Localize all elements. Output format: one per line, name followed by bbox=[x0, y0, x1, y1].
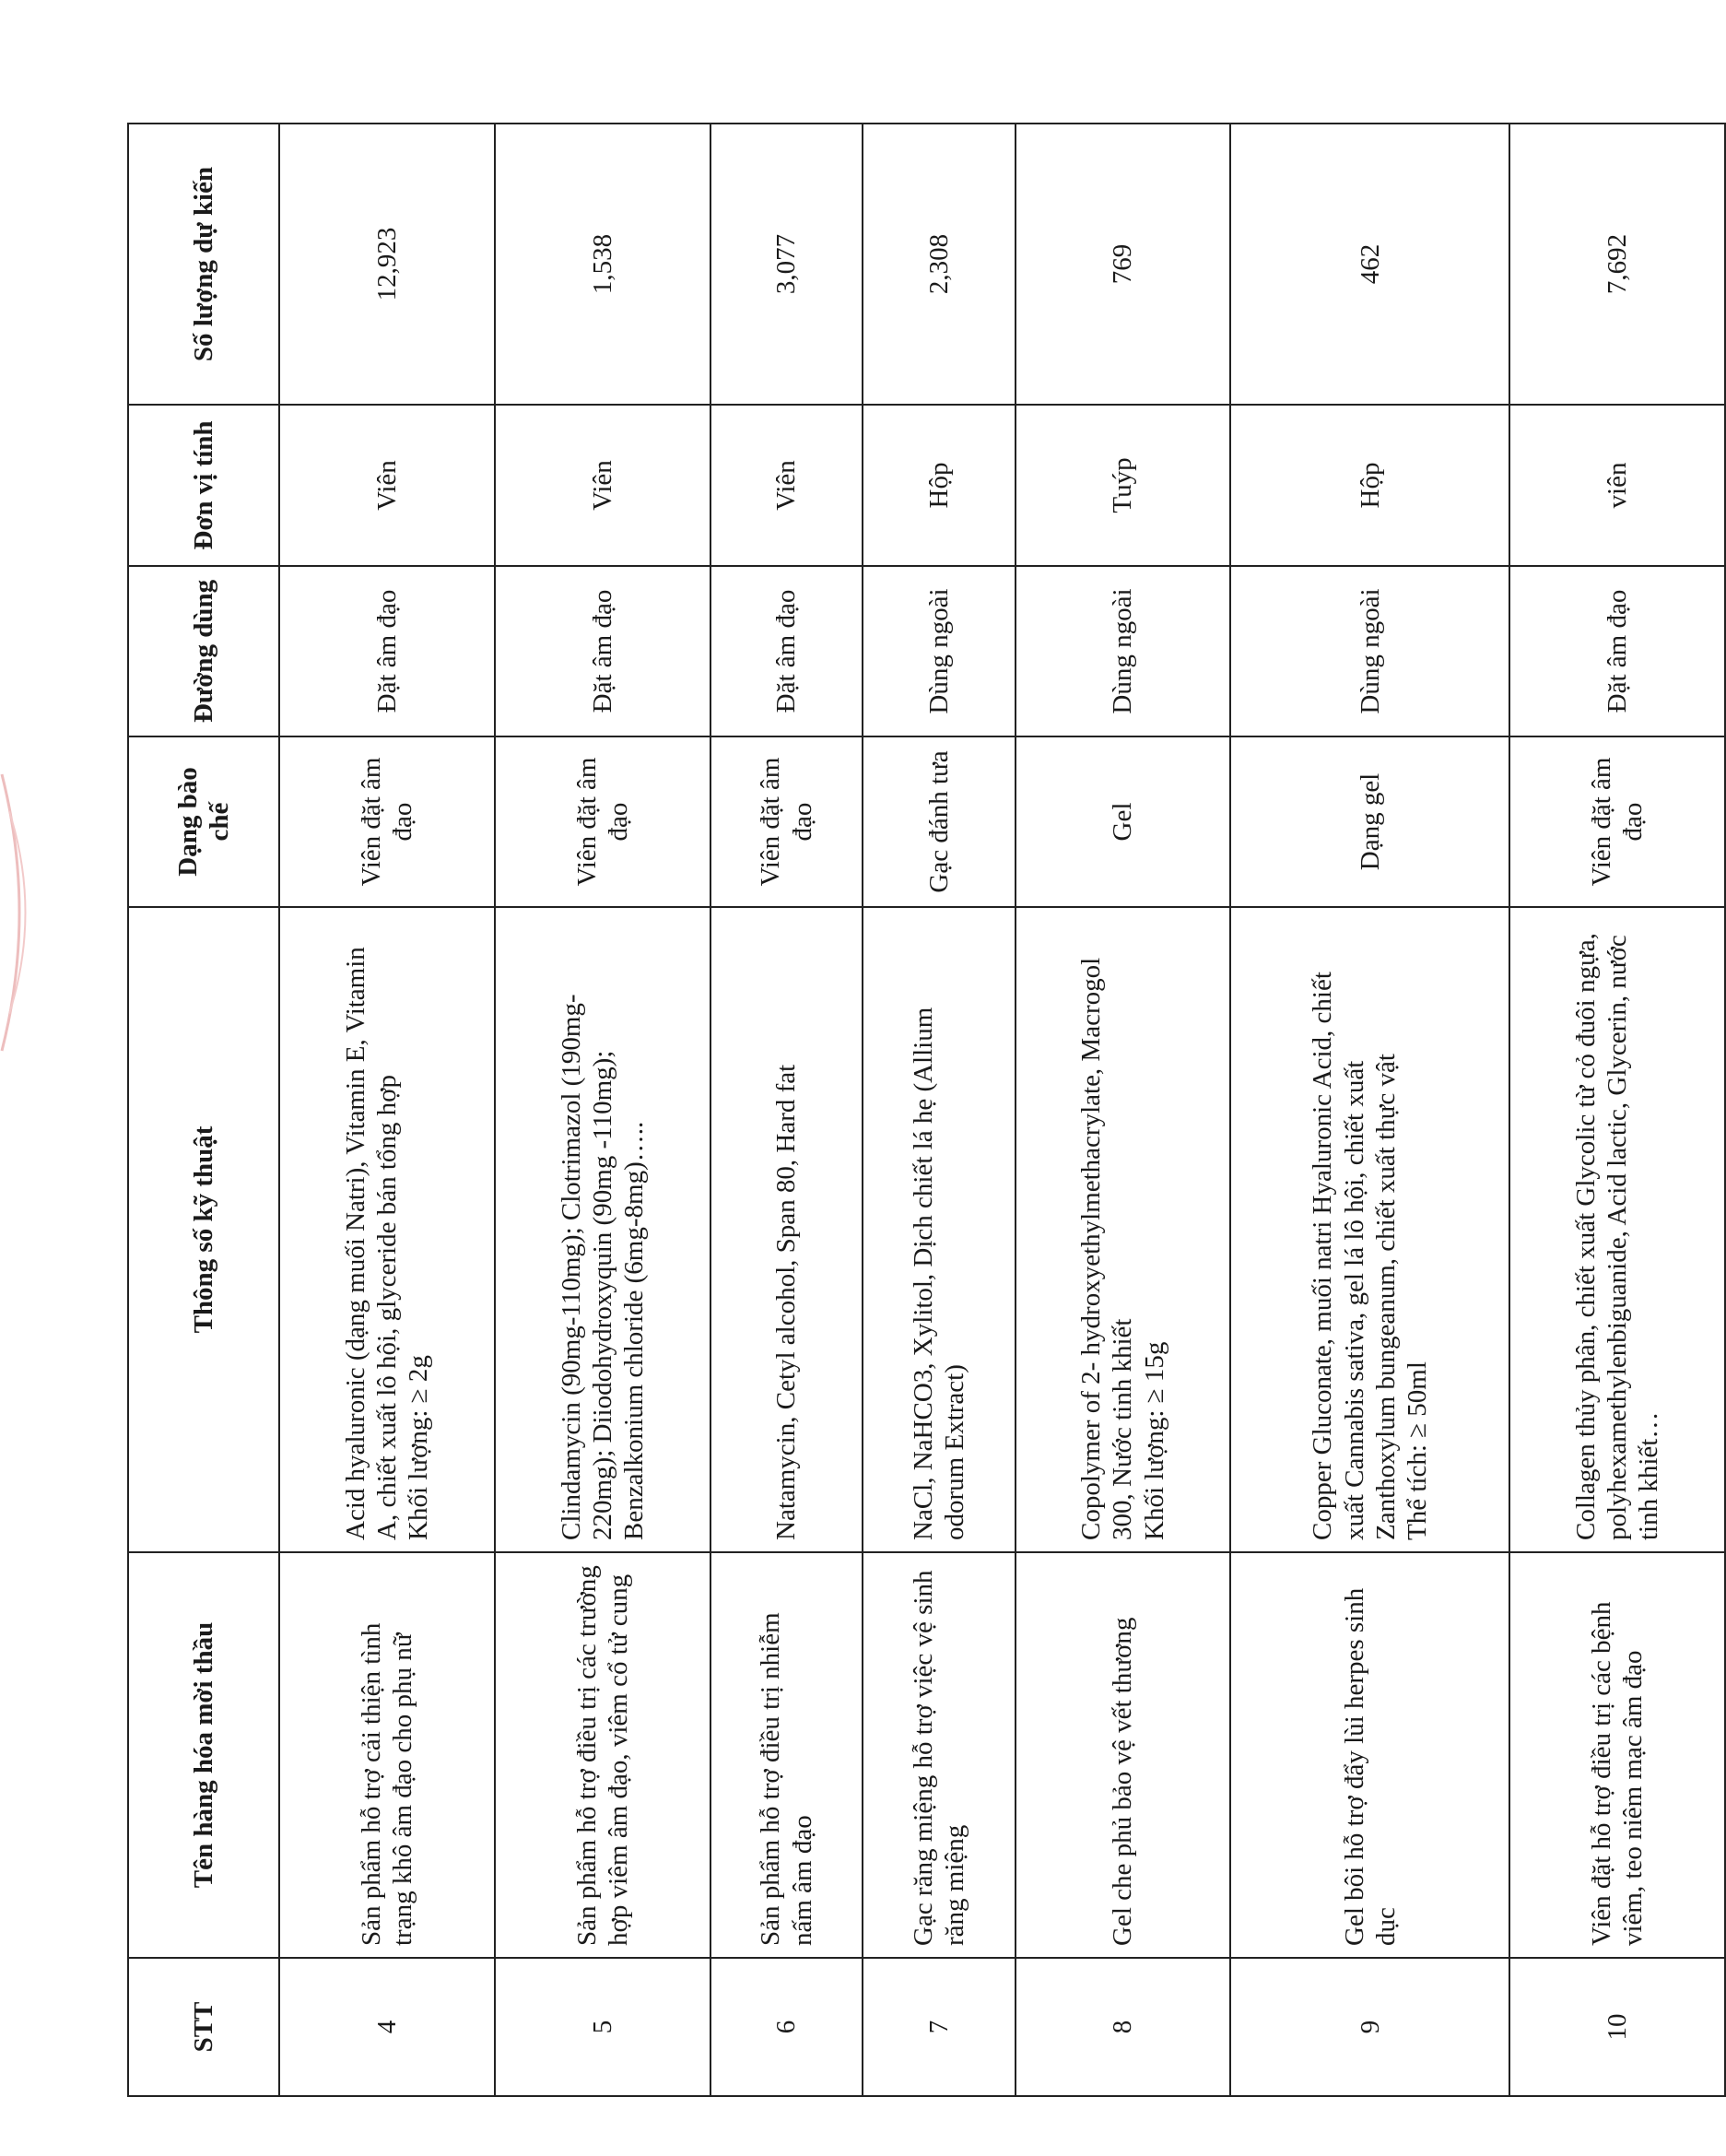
header-spec: Thông số kỹ thuật bbox=[128, 907, 279, 1552]
cell-unit: viên bbox=[1509, 405, 1725, 566]
cell-spec-text: Clindamycin (90mg-110mg); Clotrimazol (190mg-220mg); Diiodohydroxyquin (90mg -110mg); Benzalkonium chloride (6mg-8mg)….. bbox=[556, 994, 650, 1540]
cell-item-name: Sản phẩm hỗ trợ điều trị các trường hợp viêm âm đạo, viêm cổ tử cung bbox=[495, 1552, 710, 1958]
cell-item-name: Gạc răng miệng hỗ trợ việc vệ sinh răng miệng bbox=[863, 1552, 1015, 1958]
table-row bbox=[279, 124, 495, 2096]
cell-quantity: 12,923 bbox=[279, 124, 495, 405]
cell-quantity: 7,692 bbox=[1509, 124, 1725, 405]
cell-spec-text: Copper Gluconate, muối natri Hyaluronic Acid, chiết xuất Cannabis sativa, gel lá lô hội, chiết xuất Zanthoxylum bungeanum, chiết xuất thực vật bbox=[1308, 972, 1401, 1540]
cell-dosage-form: Viên đặt âm đạo bbox=[710, 736, 863, 907]
cell-route: Dùng ngoài bbox=[863, 566, 1015, 736]
cell-stt: 7 bbox=[863, 1958, 1015, 2096]
cell-quantity: 462 bbox=[1230, 124, 1509, 405]
cell-stt: 8 bbox=[1016, 1958, 1231, 2096]
cell-route: Dùng ngoài bbox=[1230, 566, 1509, 736]
cell-spec-text: Collagen thủy phân, chiết xuất Glycolic từ cỏ đuôi ngựa, polyhexamethylenbiguanide, Acid lactic, Glycerin, nước tinh khiết… bbox=[1570, 933, 1664, 1540]
table-row bbox=[863, 124, 1015, 2096]
cell-spec-extra: Khối lượng: ≥ 2g bbox=[404, 1355, 434, 1540]
cell-spec bbox=[1016, 907, 1231, 1552]
table-header-row bbox=[128, 124, 279, 2096]
cell-stt: 10 bbox=[1509, 1958, 1725, 2096]
cell-spec-extra: Thể tích: ≥ 50ml bbox=[1402, 1361, 1432, 1540]
table-row bbox=[710, 124, 863, 2096]
cell-item-name: Gel che phủ bảo vệ vết thương bbox=[1016, 1552, 1231, 1958]
cell-spec bbox=[1230, 907, 1509, 1552]
cell-dosage-form: Viên đặt âm đạo bbox=[1509, 736, 1725, 907]
table-row bbox=[1230, 124, 1509, 2096]
cell-quantity: 2,308 bbox=[863, 124, 1015, 405]
cell-item-name: Viên đặt hỗ trợ điều trị các bệnh viêm, teo niêm mạc âm đạo bbox=[1509, 1552, 1725, 1958]
cell-unit: Hộp bbox=[863, 405, 1015, 566]
cell-spec bbox=[1509, 907, 1725, 1552]
cell-route: Đặt âm đạo bbox=[1509, 566, 1725, 736]
cell-item-name: Gel bôi hỗ trợ đẩy lùi herpes sinh dục bbox=[1230, 1552, 1509, 1958]
header-quantity: Số lượng dự kiến bbox=[128, 124, 279, 405]
cell-spec bbox=[710, 907, 863, 1552]
cell-spec-text: Acid hyaluronic (dạng muối Natri), Vitamin E, Vitamin A, chiết xuất lô hội, glyceride bán tổng hợp bbox=[340, 947, 402, 1540]
cell-dosage-form: Gel bbox=[1016, 736, 1231, 907]
header-route: Đường dùng bbox=[128, 566, 279, 736]
cell-spec-text: Copolymer of 2- hydroxyethylmethacrylate, Macrogol 300, Nước tinh khiết bbox=[1076, 957, 1138, 1540]
cell-stt: 4 bbox=[279, 1958, 495, 2096]
cell-route: Đặt âm đạo bbox=[495, 566, 710, 736]
cell-route: Đặt âm đạo bbox=[279, 566, 495, 736]
cell-route: Dùng ngoài bbox=[1016, 566, 1231, 736]
cell-unit: Viên bbox=[495, 405, 710, 566]
cell-unit: Tuýp bbox=[1016, 405, 1231, 566]
cell-spec bbox=[279, 907, 495, 1552]
cell-item-name: Sản phẩm hỗ trợ cải thiện tình trạng khô âm đạo cho phụ nữ bbox=[279, 1552, 495, 1958]
cell-unit: Hộp bbox=[1230, 405, 1509, 566]
cell-item-name: Sản phẩm hỗ trợ điều trị nhiễm nấm âm đạo bbox=[710, 1552, 863, 1958]
cell-spec-text: NaCl, NaHCO3, Xylitol, Dịch chiết lá hẹ (Allium odorum Extract) bbox=[908, 1007, 969, 1540]
cell-unit: Viên bbox=[710, 405, 863, 566]
cell-unit: Viên bbox=[279, 405, 495, 566]
cell-route: Đặt âm đạo bbox=[710, 566, 863, 736]
cell-stt: 9 bbox=[1230, 1958, 1509, 2096]
cell-spec-extra: Khối lượng: ≥ 15g bbox=[1139, 1341, 1169, 1540]
cell-quantity: 3,077 bbox=[710, 124, 863, 405]
cell-spec-text: Natamycin, Cetyl alcohol, Span 80, Hard fat bbox=[771, 1064, 802, 1540]
header-stt: STT bbox=[128, 1958, 279, 2096]
cell-spec bbox=[495, 907, 710, 1552]
cell-stt: 5 bbox=[495, 1958, 710, 2096]
table-row bbox=[495, 124, 710, 2096]
cell-dosage-form: Gạc đánh tưa bbox=[863, 736, 1015, 907]
cell-dosage-form: Viên đặt âm đạo bbox=[495, 736, 710, 907]
table-row bbox=[1509, 124, 1725, 2096]
bid-items-table bbox=[127, 123, 1726, 2097]
cell-spec bbox=[863, 907, 1015, 1552]
header-item-name: Tên hàng hóa mời thầu bbox=[128, 1552, 279, 1958]
cell-dosage-form: Viên đặt âm đạo bbox=[279, 736, 495, 907]
stamp-fragment bbox=[0, 756, 46, 1069]
cell-dosage-form: Dạng gel bbox=[1230, 736, 1509, 907]
cell-quantity: 769 bbox=[1016, 124, 1231, 405]
header-unit: Đơn vị tính bbox=[128, 405, 279, 566]
cell-stt: 6 bbox=[710, 1958, 863, 2096]
header-dosage-form: Dạng bào chế bbox=[128, 736, 279, 907]
table-row bbox=[1016, 124, 1231, 2096]
cell-quantity: 1,538 bbox=[495, 124, 710, 405]
rotated-table-wrapper bbox=[127, 124, 1726, 2097]
